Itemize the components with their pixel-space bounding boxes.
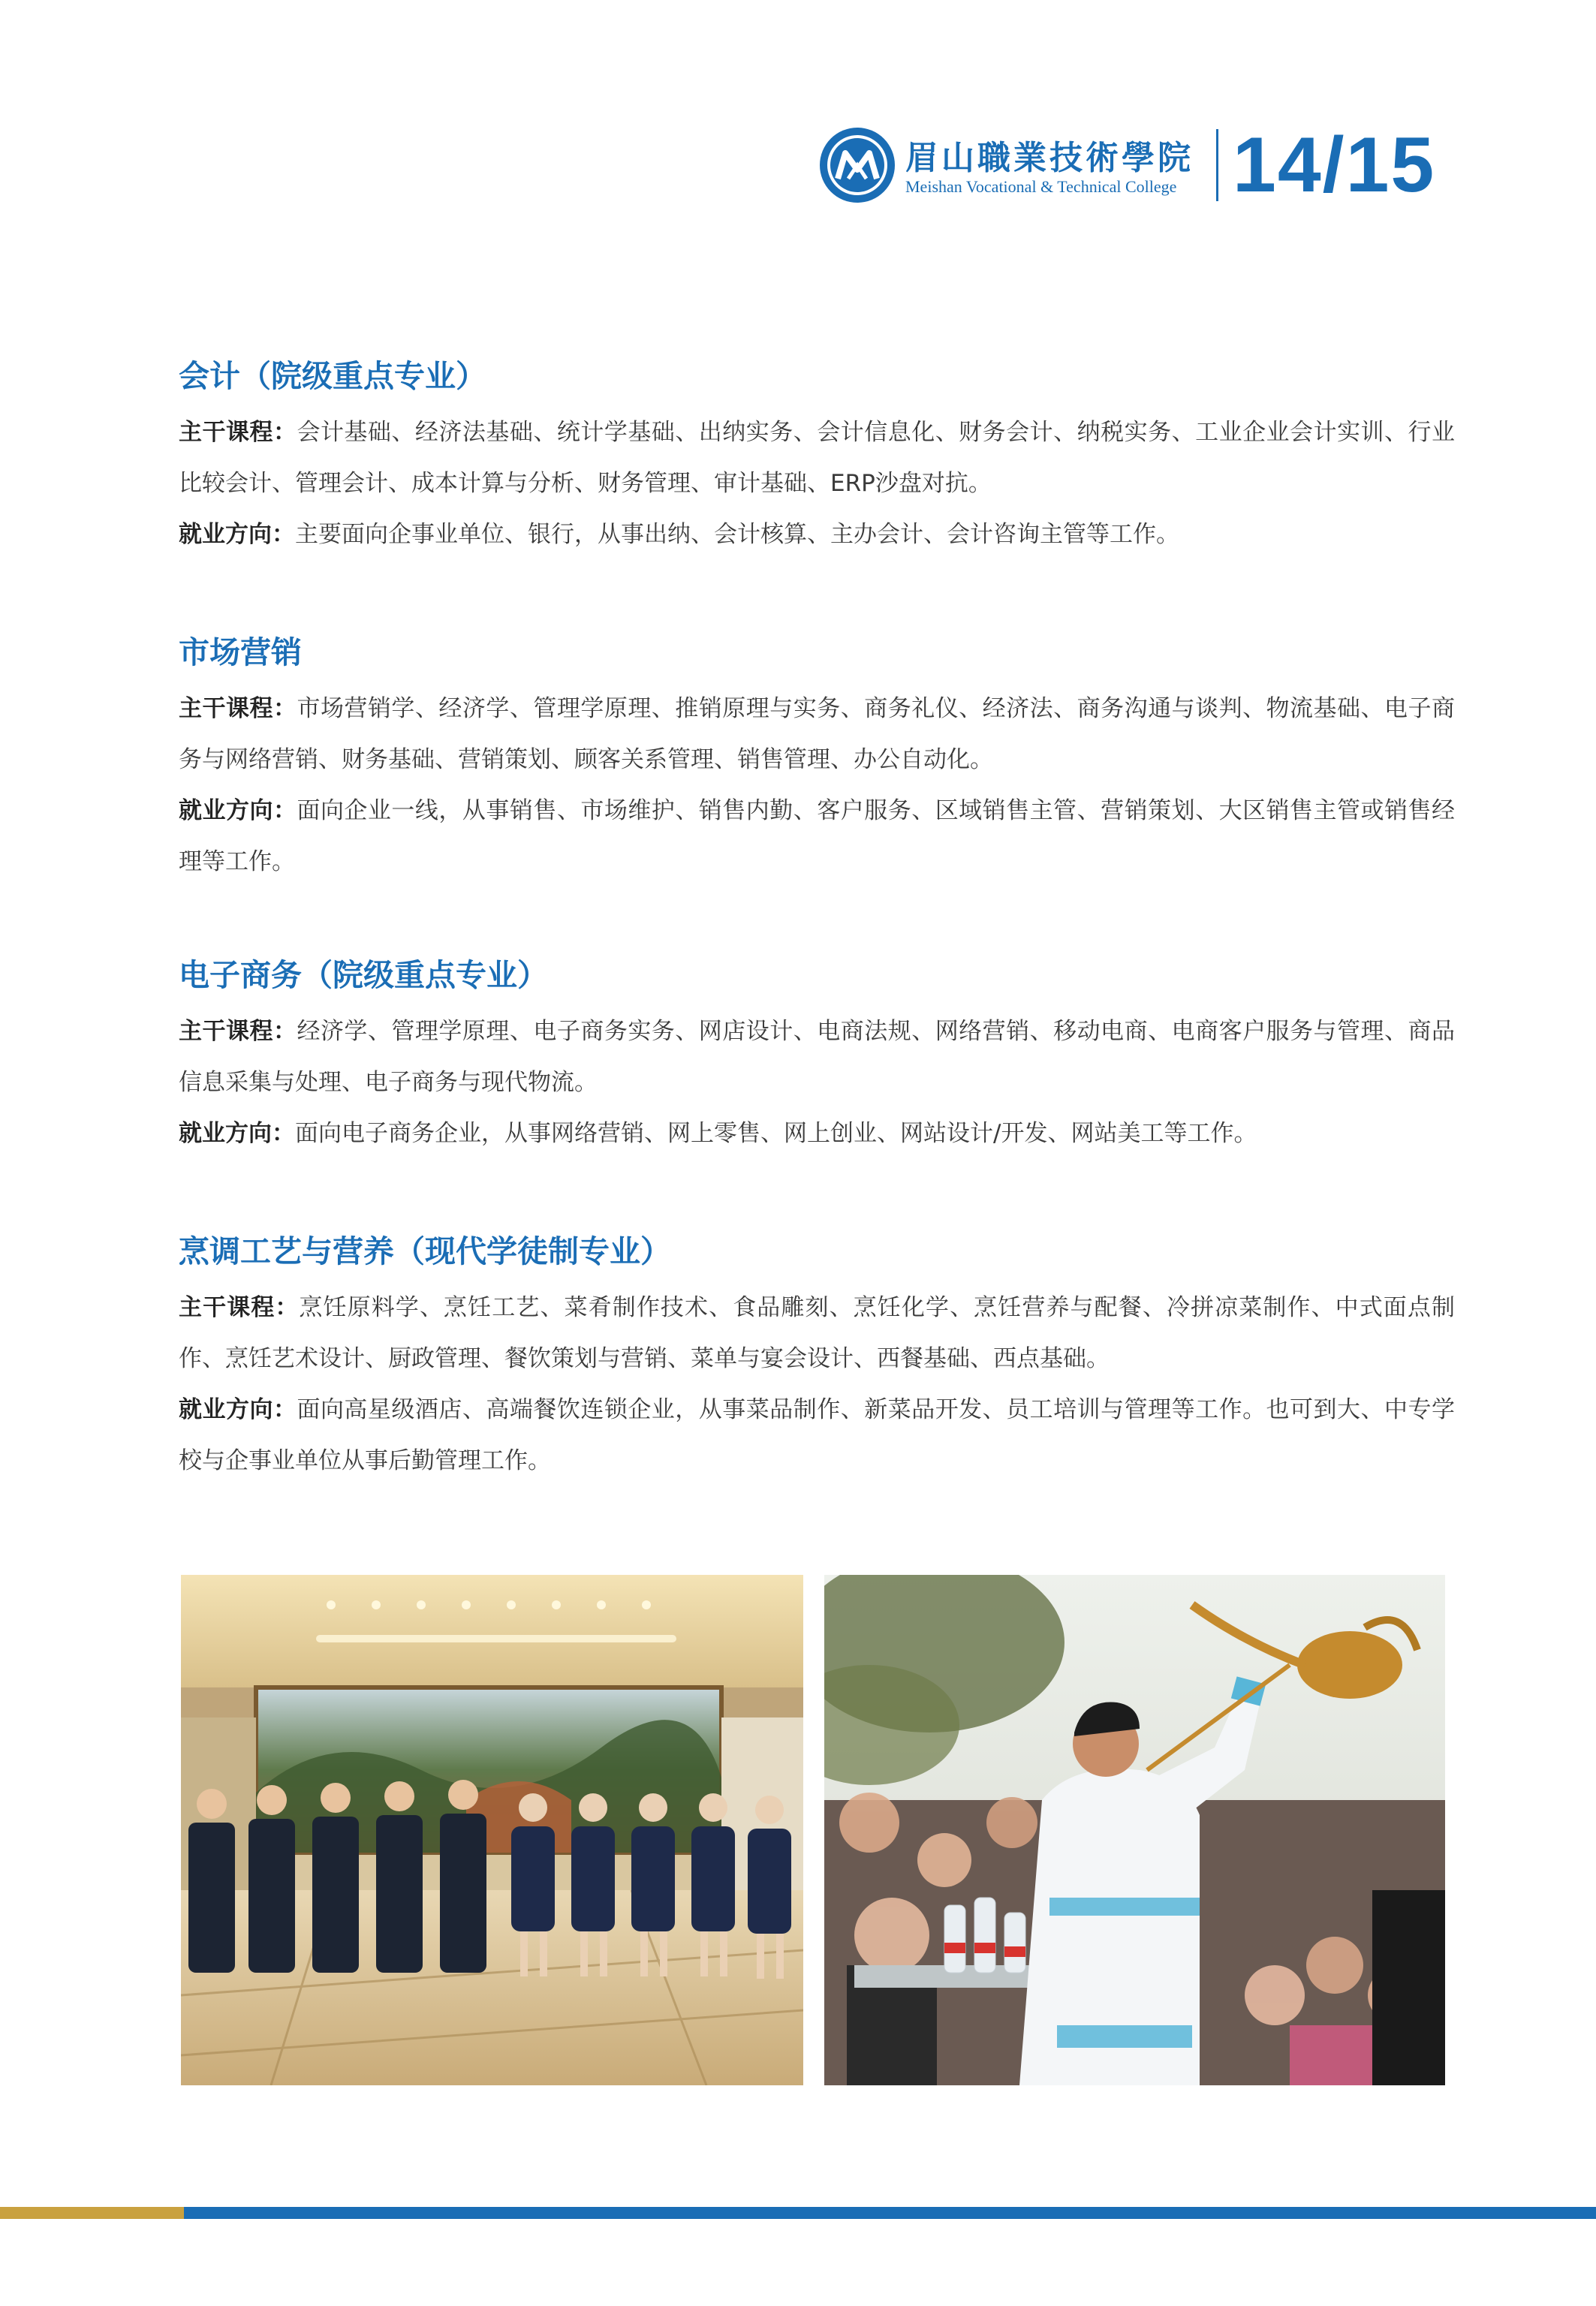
header-divider [1216, 129, 1218, 201]
career-text: 面向高星级酒店、高端餐饮连锁企业，从事菜品制作、新菜品开发、员工培训与管理等工作。也可到大、中专学校与企事业单位从事后勤管理工作。 [179, 1396, 1455, 1474]
career-label: 就业方向： [179, 1396, 297, 1423]
career-label: 就业方向： [179, 797, 297, 824]
section-ecommerce [179, 952, 1455, 1159]
course-label: 主干课程： [179, 695, 297, 722]
career-text: 主要面向企事业单位、银行，从事出纳、会计核算、主办会计、会计咨询主管等工作。 [295, 521, 1179, 548]
career-paragraph [179, 1108, 1455, 1159]
course-text: 经济学、管理学原理、电子商务实务、网店设计、电商法规、网络营销、移动电商、电商客户服务与管理、商品信息采集与处理、电子商务与现代物流。 [179, 1018, 1455, 1096]
college-name-en: Meishan Vocational & Technical College [905, 177, 1177, 196]
page-header [818, 120, 1471, 210]
section-title: 电子商务（院级重点专业） [179, 957, 548, 993]
course-label: 主干课程： [179, 1018, 297, 1045]
tea-pouring-performance-photo-icon [824, 1575, 1445, 2085]
course-paragraph [179, 1282, 1455, 1384]
college-logo-icon [818, 126, 896, 204]
section-title: 市场营销 [179, 634, 302, 670]
hotel-lobby-staff-photo-icon [181, 1575, 803, 2085]
footer-bar-gold [0, 2207, 184, 2219]
section-accounting [179, 353, 1455, 560]
footer-bar-blue [184, 2207, 1596, 2219]
course-text: 烹饪原料学、烹饪工艺、菜肴制作技术、食品雕刻、烹饪化学、烹饪营养与配餐、冷拼凉菜制作、中式面点制作、烹饪艺术设计、厨政管理、餐饮策划与营销、菜单与宴会设计、西餐基础、西点基础。 [179, 1294, 1455, 1372]
career-paragraph [179, 1384, 1455, 1486]
tea-pouring-performance-photo [824, 1575, 1445, 2085]
course-paragraph [179, 407, 1455, 509]
course-label: 主干课程： [179, 1294, 300, 1321]
section-title: 会计（院级重点专业） [179, 358, 486, 394]
career-text: 面向电子商务企业，从事网络营销、网上零售、网上创业、网站设计/开发、网站美工等工作。 [295, 1120, 1257, 1147]
hotel-lobby-staff-photo [181, 1575, 803, 2085]
section-title: 烹调工艺与营养（现代学徒制专业） [179, 1233, 671, 1269]
course-text: 市场营销学、经济学、管理学原理、推销原理与实务、商务礼仪、经济法、商务沟通与谈判、物流基础、电子商务与网络营销、财务基础、营销策划、顾客关系管理、销售管理、办公自动化。 [179, 695, 1455, 773]
course-text: 会计基础、经济法基础、统计学基础、出纳实务、会计信息化、财务会计、纳税实务、工业企业会计实训、行业比较会计、管理会计、成本计算与分析、财务管理、审计基础、ERP沙盘对抗。 [179, 419, 1455, 497]
page-number: 14/15 [1233, 122, 1436, 209]
course-paragraph [179, 683, 1455, 785]
section-marketing [179, 629, 1455, 887]
career-paragraph [179, 785, 1455, 887]
course-label: 主干课程： [179, 419, 297, 446]
college-name-cn: 眉山職業技術學院 [905, 139, 1194, 177]
career-text: 面向企业一线，从事销售、市场维护、销售内勤、客户服务、区域销售主管、营销策划、大区销售主管或销售经理等工作。 [179, 797, 1455, 875]
career-paragraph [179, 509, 1455, 560]
career-label: 就业方向： [179, 521, 295, 548]
section-culinary [179, 1228, 1455, 1486]
career-label: 就业方向： [179, 1120, 295, 1147]
course-paragraph [179, 1006, 1455, 1108]
